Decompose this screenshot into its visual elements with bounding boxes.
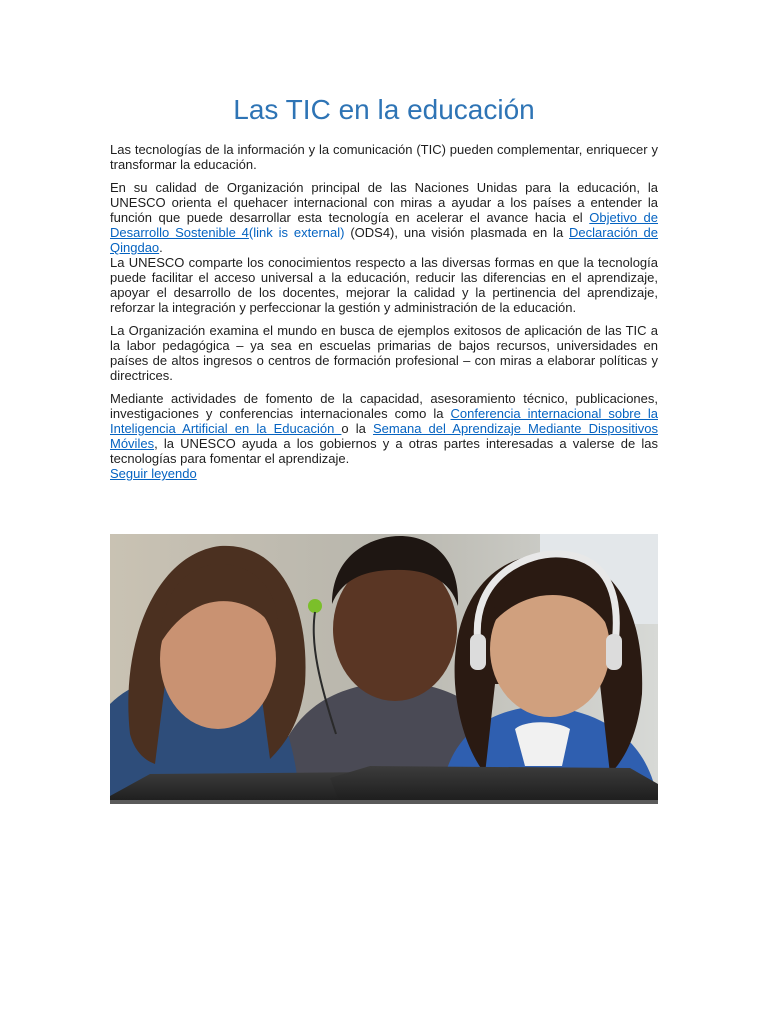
ai-education-conference-link[interactable]: Conferencia internacional sobre la Inteligencia Artificial en la Educación [110,406,658,436]
or-text: o la [341,421,373,436]
ods4-text: (ODS4), una visión plasmada en la [344,225,570,240]
mission-paragraph [110,180,658,315]
mobile-learning-week-link[interactable]: Semana del Aprendizaje Mediante Dispositivos Móviles [110,421,658,451]
children-with-tablets-photo [110,534,658,804]
period-text: . [159,240,163,255]
activities-paragraph [110,391,658,481]
sdg4-link[interactable]: Objetivo de Desarrollo Sostenible 4 [110,210,658,240]
external-link-note[interactable]: (link is external) [248,225,345,240]
mission-text: En su calidad de Organización principal de las Naciones Unidas para la educación, la UNESCO orienta el quehacer internacional con miras a ayudar a los países a entender la función que puede desarrollar esta tecnología en acelerar el avance hacia el [110,180,658,225]
qingdao-declaration-link[interactable]: Declaración de Qingdao [110,225,659,255]
knowledge-sharing-text: La UNESCO comparte los conocimientos respecto a las diversas formas en que la tecnología puede facilitar el acceso universal a la educación, reducir las diferencias en el aprendizaje, apoyar el desarrollo de los docentes, mejorar la calidad y la pertinencia del aprendizaje, reforzar la integración y perfeccionar la gestión y administración de la educación. [110,255,658,315]
activities-end-text: , la UNESCO ayuda a los gobiernos y a otras partes interesadas a valerse de las tecnologías para fomentar el aprendizaje. [110,436,658,466]
examples-paragraph: La Organización examina el mundo en busca de ejemplos exitosos de aplicación de las TIC a la labor pedagógica – ya sea en escuelas primarias de bajos recursos, universidades en países de altos ingresos o centros de formación profesional – con miras a elaborar políticas y directrices. [110,323,658,383]
read-more-link[interactable]: Seguir leyendo [110,466,197,481]
intro-paragraph: Las tecnologías de la información y la comunicación (TIC) pueden complementar, enriquecer y transformar la educación. [110,142,658,172]
article [110,92,658,489]
page-title: Las TIC en la educación [233,94,535,125]
activities-text: Mediante actividades de fomento de la capacidad, asesoramiento técnico, publicaciones, investigaciones y conferencias internacionales como la [110,391,658,421]
